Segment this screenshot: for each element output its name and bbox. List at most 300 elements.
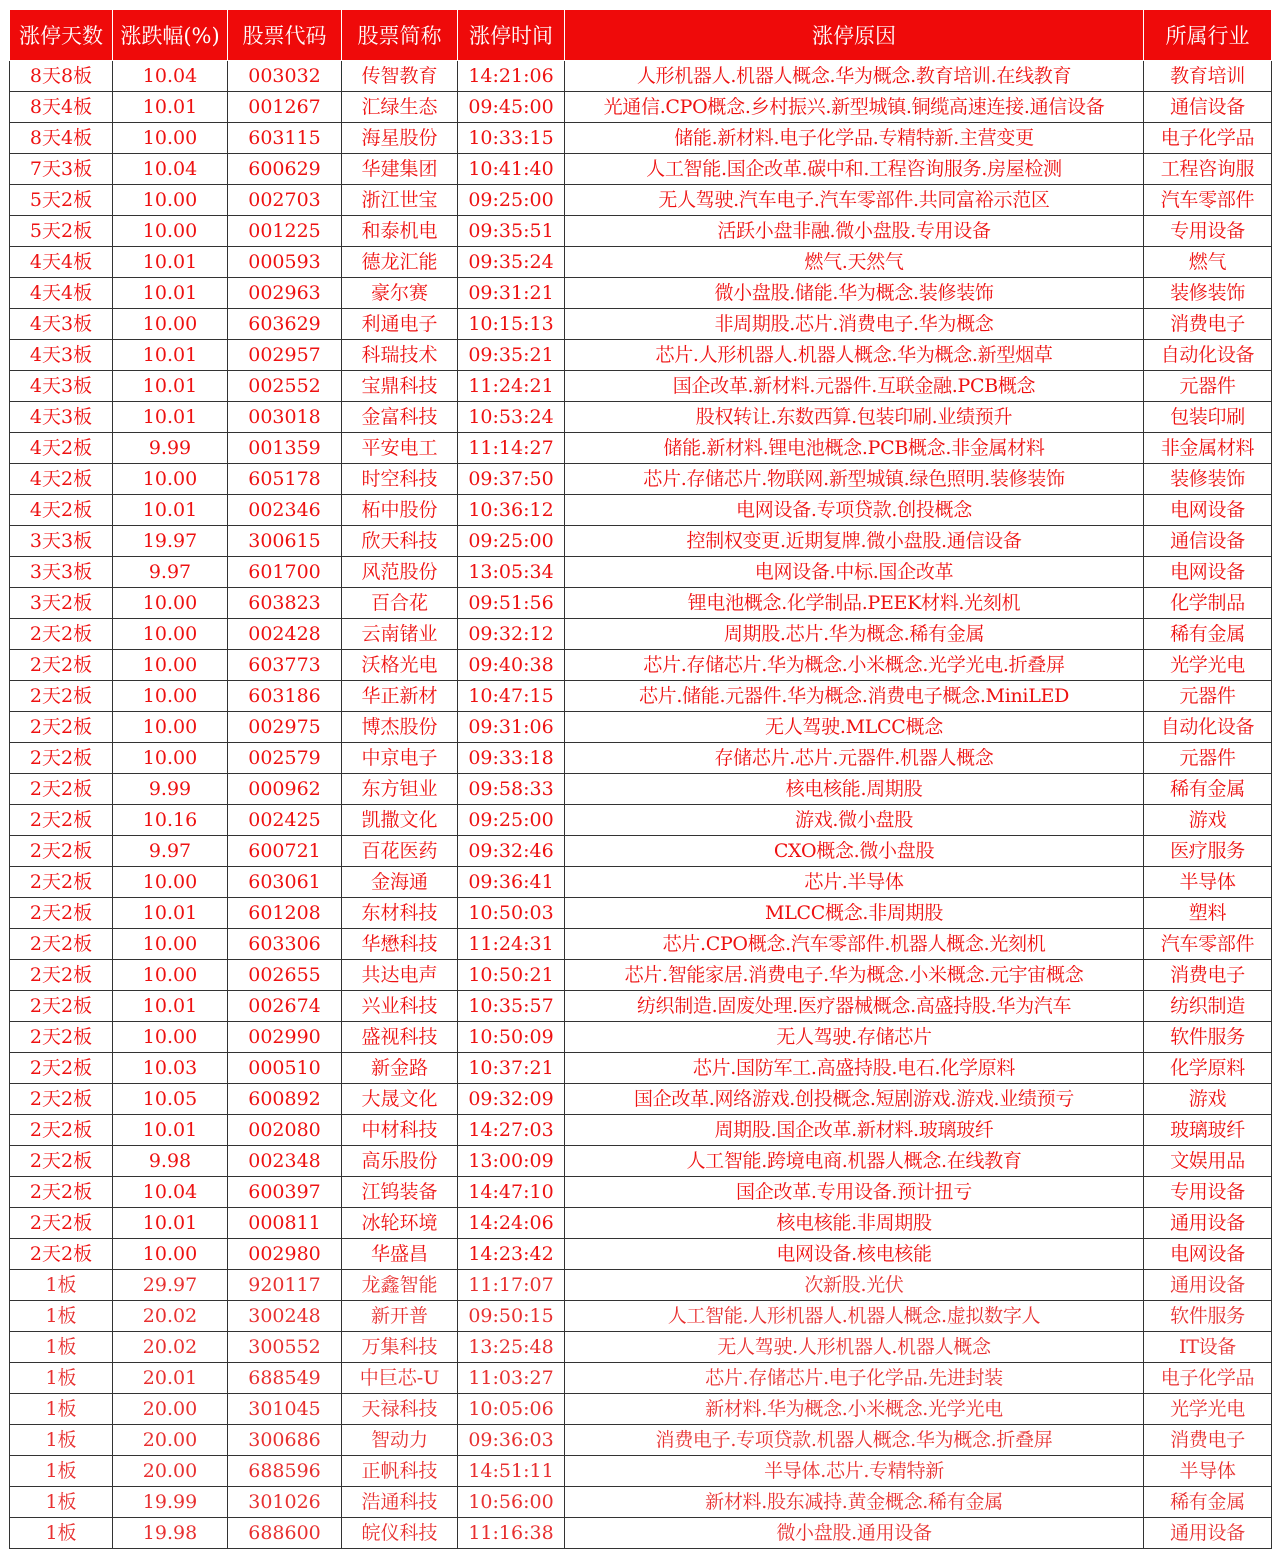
industry-cell: 纺织制造	[1144, 991, 1272, 1022]
reason-cell: 无人驾驶.汽车电子.汽车零部件.共同富裕示范区	[565, 185, 1144, 216]
stock-name-cell: 中京电子	[342, 743, 458, 774]
stock-name-cell: 新开普	[342, 1301, 458, 1332]
limit-time-cell: 09:37:50	[458, 464, 565, 495]
stock-name-cell: 凯撒文化	[342, 805, 458, 836]
industry-cell: 燃气	[1144, 247, 1272, 278]
limit-time-cell: 09:45:00	[458, 92, 565, 123]
change-pct-cell: 10.01	[113, 495, 228, 526]
stock-code-cell: 603306	[228, 929, 342, 960]
stock-code-cell: 002975	[228, 712, 342, 743]
reason-cell: 周期股.国企改革.新材料.玻璃玻纤	[565, 1115, 1144, 1146]
limit-time-cell: 10:05:06	[458, 1394, 565, 1425]
stock-name-cell: 时空科技	[342, 464, 458, 495]
stock-name-cell: 豪尔赛	[342, 278, 458, 309]
reason-cell: 芯片.半导体	[565, 867, 1144, 898]
table-row[interactable]	[10, 309, 1272, 340]
table-row[interactable]	[10, 1239, 1272, 1270]
limit-days-cell: 4天3板	[10, 402, 113, 433]
reason-cell: 纺织制造.固废处理.医疗器械概念.高盛持股.华为汽车	[565, 991, 1144, 1022]
industry-cell: IT设备	[1144, 1332, 1272, 1363]
limit-days-cell: 2天2板	[10, 1239, 113, 1270]
limit-time-cell: 09:25:00	[458, 805, 565, 836]
stock-code-cell: 601208	[228, 898, 342, 929]
stock-code-cell: 601700	[228, 557, 342, 588]
industry-cell: 通用设备	[1144, 1518, 1272, 1549]
industry-cell: 自动化设备	[1144, 340, 1272, 371]
limit-days-cell: 4天3板	[10, 371, 113, 402]
table-row[interactable]	[10, 1456, 1272, 1487]
limit-time-cell: 10:35:57	[458, 991, 565, 1022]
stock-code-cell: 002346	[228, 495, 342, 526]
change-pct-cell: 10.00	[113, 867, 228, 898]
table-row[interactable]	[10, 898, 1272, 929]
stock-name-cell: 百合花	[342, 588, 458, 619]
limit-days-cell: 2天2板	[10, 743, 113, 774]
change-pct-cell: 10.00	[113, 1022, 228, 1053]
stock-name-cell: 万集科技	[342, 1332, 458, 1363]
limit-days-cell: 2天2板	[10, 836, 113, 867]
stock-code-cell: 002428	[228, 619, 342, 650]
limit-time-cell: 09:32:09	[458, 1084, 565, 1115]
reason-cell: 半导体.芯片.专精特新	[565, 1456, 1144, 1487]
table-row[interactable]	[10, 371, 1272, 402]
limit-up-stocks-table	[9, 9, 1272, 1549]
stock-name-cell: 天禄科技	[342, 1394, 458, 1425]
table-row[interactable]	[10, 340, 1272, 371]
industry-cell: 电网设备	[1144, 1239, 1272, 1270]
reason-cell: MLCC概念.非周期股	[565, 898, 1144, 929]
industry-cell: 教育培训	[1144, 61, 1272, 92]
limit-days-cell: 2天2板	[10, 1177, 113, 1208]
reason-cell: 人工智能.国企改革.碳中和.工程咨询服务.房屋检测	[565, 154, 1144, 185]
table-row[interactable]	[10, 495, 1272, 526]
header-limit-time[interactable]: 涨停时间	[458, 10, 565, 61]
reason-cell: 芯片.存储芯片.物联网.新型城镇.绿色照明.装修装饰	[565, 464, 1144, 495]
stock-name-cell: 新金路	[342, 1053, 458, 1084]
limit-days-cell: 1板	[10, 1456, 113, 1487]
table-row[interactable]	[10, 92, 1272, 123]
industry-cell: 电网设备	[1144, 557, 1272, 588]
stock-name-cell: 中材科技	[342, 1115, 458, 1146]
change-pct-cell: 19.97	[113, 526, 228, 557]
limit-days-cell: 2天2板	[10, 991, 113, 1022]
change-pct-cell: 20.01	[113, 1363, 228, 1394]
limit-days-cell: 2天2板	[10, 650, 113, 681]
limit-time-cell: 10:47:15	[458, 681, 565, 712]
table-row[interactable]	[10, 1363, 1272, 1394]
stock-code-cell: 300686	[228, 1425, 342, 1456]
table-row[interactable]	[10, 619, 1272, 650]
change-pct-cell: 20.02	[113, 1332, 228, 1363]
stock-name-cell: 欣天科技	[342, 526, 458, 557]
change-pct-cell: 9.98	[113, 1146, 228, 1177]
reason-cell: 锂电池概念.化学制品.PEEK材料.光刻机	[565, 588, 1144, 619]
reason-cell: 人工智能.人形机器人.机器人概念.虚拟数字人	[565, 1301, 1144, 1332]
reason-cell: 存储芯片.芯片.元器件.机器人概念	[565, 743, 1144, 774]
reason-cell: 芯片.人形机器人.机器人概念.华为概念.新型烟草	[565, 340, 1144, 371]
reason-cell: 游戏.微小盘股	[565, 805, 1144, 836]
industry-cell: 半导体	[1144, 1456, 1272, 1487]
limit-up-table-container	[9, 9, 1271, 1549]
header-change-pct[interactable]: 涨跌幅(%)	[113, 10, 228, 61]
limit-time-cell: 11:24:21	[458, 371, 565, 402]
header-industry[interactable]: 所属行业	[1144, 10, 1272, 61]
change-pct-cell: 10.00	[113, 309, 228, 340]
industry-cell: 汽车零部件	[1144, 185, 1272, 216]
stock-code-cell: 002080	[228, 1115, 342, 1146]
change-pct-cell: 10.05	[113, 1084, 228, 1115]
industry-cell: 半导体	[1144, 867, 1272, 898]
stock-code-cell: 600721	[228, 836, 342, 867]
limit-time-cell: 09:51:56	[458, 588, 565, 619]
table-row[interactable]	[10, 1208, 1272, 1239]
stock-code-cell: 002655	[228, 960, 342, 991]
stock-name-cell: 华懋科技	[342, 929, 458, 960]
stock-name-cell: 德龙汇能	[342, 247, 458, 278]
stock-code-cell: 003032	[228, 61, 342, 92]
industry-cell: 光学光电	[1144, 650, 1272, 681]
stock-name-cell: 宝鼎科技	[342, 371, 458, 402]
change-pct-cell: 9.99	[113, 774, 228, 805]
stock-code-cell: 002552	[228, 371, 342, 402]
stock-name-cell: 华建集团	[342, 154, 458, 185]
table-row[interactable]	[10, 123, 1272, 154]
change-pct-cell: 10.01	[113, 991, 228, 1022]
limit-time-cell: 10:56:00	[458, 1487, 565, 1518]
reason-cell: 电网设备.核电核能	[565, 1239, 1144, 1270]
table-body	[10, 61, 1272, 1549]
industry-cell: 稀有金属	[1144, 774, 1272, 805]
stock-name-cell: 皖仪科技	[342, 1518, 458, 1549]
table-row[interactable]	[10, 712, 1272, 743]
stock-code-cell: 003018	[228, 402, 342, 433]
stock-code-cell: 688600	[228, 1518, 342, 1549]
table-row[interactable]	[10, 1115, 1272, 1146]
stock-code-cell: 000811	[228, 1208, 342, 1239]
change-pct-cell: 9.99	[113, 433, 228, 464]
change-pct-cell: 20.00	[113, 1394, 228, 1425]
change-pct-cell: 10.01	[113, 1115, 228, 1146]
limit-time-cell: 10:36:12	[458, 495, 565, 526]
stock-code-cell: 002957	[228, 340, 342, 371]
stock-name-cell: 海星股份	[342, 123, 458, 154]
table-row[interactable]	[10, 154, 1272, 185]
change-pct-cell: 10.01	[113, 1208, 228, 1239]
limit-days-cell: 2天2板	[10, 712, 113, 743]
industry-cell: 工程咨询服	[1144, 154, 1272, 185]
stock-code-cell: 000510	[228, 1053, 342, 1084]
stock-name-cell: 利通电子	[342, 309, 458, 340]
table-row[interactable]	[10, 278, 1272, 309]
industry-cell: 通信设备	[1144, 526, 1272, 557]
limit-days-cell: 2天2板	[10, 1146, 113, 1177]
limit-days-cell: 2天2板	[10, 1208, 113, 1239]
change-pct-cell: 19.99	[113, 1487, 228, 1518]
stock-name-cell: 传智教育	[342, 61, 458, 92]
table-row[interactable]	[10, 61, 1272, 92]
header-limit-days[interactable]: 涨停天数	[10, 10, 113, 61]
limit-time-cell: 14:23:42	[458, 1239, 565, 1270]
table-row[interactable]	[10, 929, 1272, 960]
stock-code-cell: 603115	[228, 123, 342, 154]
table-row[interactable]	[10, 1332, 1272, 1363]
change-pct-cell: 10.00	[113, 464, 228, 495]
limit-days-cell: 3天3板	[10, 526, 113, 557]
change-pct-cell: 10.00	[113, 743, 228, 774]
limit-time-cell: 14:24:06	[458, 1208, 565, 1239]
table-row[interactable]	[10, 1084, 1272, 1115]
change-pct-cell: 29.97	[113, 1270, 228, 1301]
table-row[interactable]	[10, 1177, 1272, 1208]
limit-time-cell: 13:00:09	[458, 1146, 565, 1177]
stock-code-cell: 603629	[228, 309, 342, 340]
reason-cell: 国企改革.新材料.元器件.互联金融.PCB概念	[565, 371, 1144, 402]
limit-time-cell: 09:58:33	[458, 774, 565, 805]
table-row[interactable]	[10, 1518, 1272, 1549]
table-row[interactable]	[10, 557, 1272, 588]
limit-days-cell: 3天3板	[10, 557, 113, 588]
reason-cell: 芯片.存储芯片.电子化学品.先进封装	[565, 1363, 1144, 1394]
reason-cell: 无人驾驶.人形机器人.机器人概念	[565, 1332, 1144, 1363]
reason-cell: 活跃小盘非融.微小盘股.专用设备	[565, 216, 1144, 247]
change-pct-cell: 10.00	[113, 216, 228, 247]
stock-code-cell: 002980	[228, 1239, 342, 1270]
limit-time-cell: 09:31:21	[458, 278, 565, 309]
stock-code-cell: 600397	[228, 1177, 342, 1208]
limit-time-cell: 09:32:12	[458, 619, 565, 650]
reason-cell: 芯片.CPO概念.汽车零部件.机器人概念.光刻机	[565, 929, 1144, 960]
reason-cell: 国企改革.网络游戏.创投概念.短剧游戏.游戏.业绩预亏	[565, 1084, 1144, 1115]
reason-cell: 股权转让.东数西算.包装印刷.业绩预升	[565, 402, 1144, 433]
limit-time-cell: 09:25:00	[458, 526, 565, 557]
table-row[interactable]	[10, 867, 1272, 898]
change-pct-cell: 20.00	[113, 1425, 228, 1456]
reason-cell: 储能.新材料.锂电池概念.PCB概念.非金属材料	[565, 433, 1144, 464]
limit-days-cell: 4天2板	[10, 464, 113, 495]
stock-name-cell: 龙鑫智能	[342, 1270, 458, 1301]
limit-time-cell: 09:35:24	[458, 247, 565, 278]
reason-cell: 光通信.CPO概念.乡村振兴.新型城镇.铜缆高速连接.通信设备	[565, 92, 1144, 123]
table-row[interactable]	[10, 464, 1272, 495]
industry-cell: 元器件	[1144, 681, 1272, 712]
change-pct-cell: 10.16	[113, 805, 228, 836]
limit-days-cell: 7天3板	[10, 154, 113, 185]
limit-time-cell: 10:53:24	[458, 402, 565, 433]
stock-code-cell: 600629	[228, 154, 342, 185]
reason-cell: 周期股.芯片.华为概念.稀有金属	[565, 619, 1144, 650]
table-row[interactable]	[10, 1022, 1272, 1053]
change-pct-cell: 20.00	[113, 1456, 228, 1487]
industry-cell: 汽车零部件	[1144, 929, 1272, 960]
stock-code-cell: 001359	[228, 433, 342, 464]
stock-code-cell: 920117	[228, 1270, 342, 1301]
limit-time-cell: 11:14:27	[458, 433, 565, 464]
change-pct-cell: 10.00	[113, 929, 228, 960]
table-row[interactable]	[10, 991, 1272, 1022]
change-pct-cell: 10.01	[113, 340, 228, 371]
table-row[interactable]	[10, 836, 1272, 867]
stock-name-cell: 华盛昌	[342, 1239, 458, 1270]
change-pct-cell: 9.97	[113, 836, 228, 867]
industry-cell: 包装印刷	[1144, 402, 1272, 433]
limit-time-cell: 13:25:48	[458, 1332, 565, 1363]
stock-code-cell: 603061	[228, 867, 342, 898]
reason-cell: 电网设备.专项贷款.创投概念	[565, 495, 1144, 526]
stock-code-cell: 688596	[228, 1456, 342, 1487]
stock-code-cell: 001225	[228, 216, 342, 247]
table-row[interactable]	[10, 247, 1272, 278]
limit-time-cell: 10:33:15	[458, 123, 565, 154]
stock-name-cell: 金海通	[342, 867, 458, 898]
reason-cell: 无人驾驶.MLCC概念	[565, 712, 1144, 743]
stock-name-cell: 东方钽业	[342, 774, 458, 805]
stock-code-cell: 600892	[228, 1084, 342, 1115]
stock-name-cell: 正帆科技	[342, 1456, 458, 1487]
limit-days-cell: 2天2板	[10, 805, 113, 836]
table-row[interactable]	[10, 1146, 1272, 1177]
industry-cell: 消费电子	[1144, 960, 1272, 991]
reason-cell: 核电核能.周期股	[565, 774, 1144, 805]
header-stock-name[interactable]: 股票简称	[342, 10, 458, 61]
change-pct-cell: 10.01	[113, 371, 228, 402]
stock-name-cell: 冰轮环境	[342, 1208, 458, 1239]
stock-code-cell: 603186	[228, 681, 342, 712]
limit-time-cell: 10:37:21	[458, 1053, 565, 1084]
limit-time-cell: 09:35:51	[458, 216, 565, 247]
stock-name-cell: 江钨装备	[342, 1177, 458, 1208]
table-row[interactable]	[10, 805, 1272, 836]
industry-cell: 电子化学品	[1144, 1363, 1272, 1394]
limit-time-cell: 10:50:09	[458, 1022, 565, 1053]
limit-days-cell: 2天2板	[10, 1053, 113, 1084]
change-pct-cell: 10.00	[113, 619, 228, 650]
limit-days-cell: 1板	[10, 1425, 113, 1456]
limit-time-cell: 09:33:18	[458, 743, 565, 774]
industry-cell: 专用设备	[1144, 216, 1272, 247]
table-row[interactable]	[10, 1394, 1272, 1425]
stock-code-cell: 002425	[228, 805, 342, 836]
stock-code-cell: 002990	[228, 1022, 342, 1053]
industry-cell: 化学制品	[1144, 588, 1272, 619]
table-row[interactable]	[10, 650, 1272, 681]
change-pct-cell: 10.00	[113, 185, 228, 216]
limit-days-cell: 2天2板	[10, 619, 113, 650]
limit-time-cell: 09:40:38	[458, 650, 565, 681]
limit-days-cell: 1板	[10, 1301, 113, 1332]
stock-code-cell: 603773	[228, 650, 342, 681]
reason-cell: CXO概念.微小盘股	[565, 836, 1144, 867]
industry-cell: 软件服务	[1144, 1301, 1272, 1332]
stock-name-cell: 金富科技	[342, 402, 458, 433]
industry-cell: 玻璃玻纤	[1144, 1115, 1272, 1146]
table-row[interactable]	[10, 960, 1272, 991]
industry-cell: 消费电子	[1144, 1425, 1272, 1456]
header-stock-code[interactable]: 股票代码	[228, 10, 342, 61]
stock-code-cell: 688549	[228, 1363, 342, 1394]
limit-time-cell: 09:50:15	[458, 1301, 565, 1332]
limit-days-cell: 4天3板	[10, 340, 113, 371]
table-row[interactable]	[10, 1270, 1272, 1301]
industry-cell: 电子化学品	[1144, 123, 1272, 154]
industry-cell: 通信设备	[1144, 92, 1272, 123]
industry-cell: 文娱用品	[1144, 1146, 1272, 1177]
table-row[interactable]	[10, 1301, 1272, 1332]
change-pct-cell: 10.04	[113, 1177, 228, 1208]
table-row[interactable]	[10, 185, 1272, 216]
reason-cell: 微小盘股.储能.华为概念.装修装饰	[565, 278, 1144, 309]
stock-code-cell: 002579	[228, 743, 342, 774]
limit-days-cell: 1板	[10, 1363, 113, 1394]
reason-cell: 人形机器人.机器人概念.华为概念.教育培训.在线教育	[565, 61, 1144, 92]
limit-days-cell: 5天2板	[10, 216, 113, 247]
stock-name-cell: 沃格光电	[342, 650, 458, 681]
limit-days-cell: 2天2板	[10, 867, 113, 898]
table-row[interactable]	[10, 402, 1272, 433]
table-row[interactable]	[10, 774, 1272, 805]
stock-name-cell: 和泰机电	[342, 216, 458, 247]
stock-name-cell: 东材科技	[342, 898, 458, 929]
table-row[interactable]	[10, 1425, 1272, 1456]
stock-code-cell: 605178	[228, 464, 342, 495]
change-pct-cell: 10.01	[113, 247, 228, 278]
reason-cell: 新材料.股东减持.黄金概念.稀有金属	[565, 1487, 1144, 1518]
limit-time-cell: 09:36:03	[458, 1425, 565, 1456]
table-row[interactable]	[10, 433, 1272, 464]
change-pct-cell: 10.01	[113, 92, 228, 123]
stock-name-cell: 盛视科技	[342, 1022, 458, 1053]
table-row[interactable]	[10, 216, 1272, 247]
reason-cell: 芯片.存储芯片.华为概念.小米概念.光学光电.折叠屏	[565, 650, 1144, 681]
limit-time-cell: 14:27:03	[458, 1115, 565, 1146]
reason-cell: 控制权变更.近期复牌.微小盘股.通信设备	[565, 526, 1144, 557]
stock-name-cell: 中巨芯-U	[342, 1363, 458, 1394]
stock-name-cell: 华正新材	[342, 681, 458, 712]
limit-time-cell: 11:17:07	[458, 1270, 565, 1301]
industry-cell: 装修装饰	[1144, 278, 1272, 309]
reason-cell: 核电核能.非周期股	[565, 1208, 1144, 1239]
table-row[interactable]	[10, 743, 1272, 774]
reason-cell: 芯片.国防军工.高盛持股.电石.化学原料	[565, 1053, 1144, 1084]
header-limit-reason[interactable]: 涨停原因	[565, 10, 1144, 61]
header-row	[10, 10, 1272, 61]
limit-time-cell: 11:16:38	[458, 1518, 565, 1549]
reason-cell: 新材料.华为概念.小米概念.光学光电	[565, 1394, 1144, 1425]
change-pct-cell: 10.01	[113, 402, 228, 433]
table-row[interactable]	[10, 526, 1272, 557]
industry-cell: 化学原料	[1144, 1053, 1272, 1084]
limit-time-cell: 13:05:34	[458, 557, 565, 588]
change-pct-cell: 10.00	[113, 1239, 228, 1270]
limit-days-cell: 1板	[10, 1487, 113, 1518]
change-pct-cell: 10.00	[113, 123, 228, 154]
limit-time-cell: 09:25:00	[458, 185, 565, 216]
table-row[interactable]	[10, 1053, 1272, 1084]
table-row[interactable]	[10, 1487, 1272, 1518]
limit-days-cell: 2天2板	[10, 1022, 113, 1053]
stock-code-cell: 002348	[228, 1146, 342, 1177]
table-row[interactable]	[10, 588, 1272, 619]
table-row[interactable]	[10, 681, 1272, 712]
industry-cell: 软件服务	[1144, 1022, 1272, 1053]
stock-code-cell: 300248	[228, 1301, 342, 1332]
limit-time-cell: 10:41:40	[458, 154, 565, 185]
limit-time-cell: 10:15:13	[458, 309, 565, 340]
stock-code-cell: 000593	[228, 247, 342, 278]
limit-time-cell: 11:24:31	[458, 929, 565, 960]
reason-cell: 微小盘股.通用设备	[565, 1518, 1144, 1549]
stock-name-cell: 高乐股份	[342, 1146, 458, 1177]
stock-name-cell: 云南锗业	[342, 619, 458, 650]
